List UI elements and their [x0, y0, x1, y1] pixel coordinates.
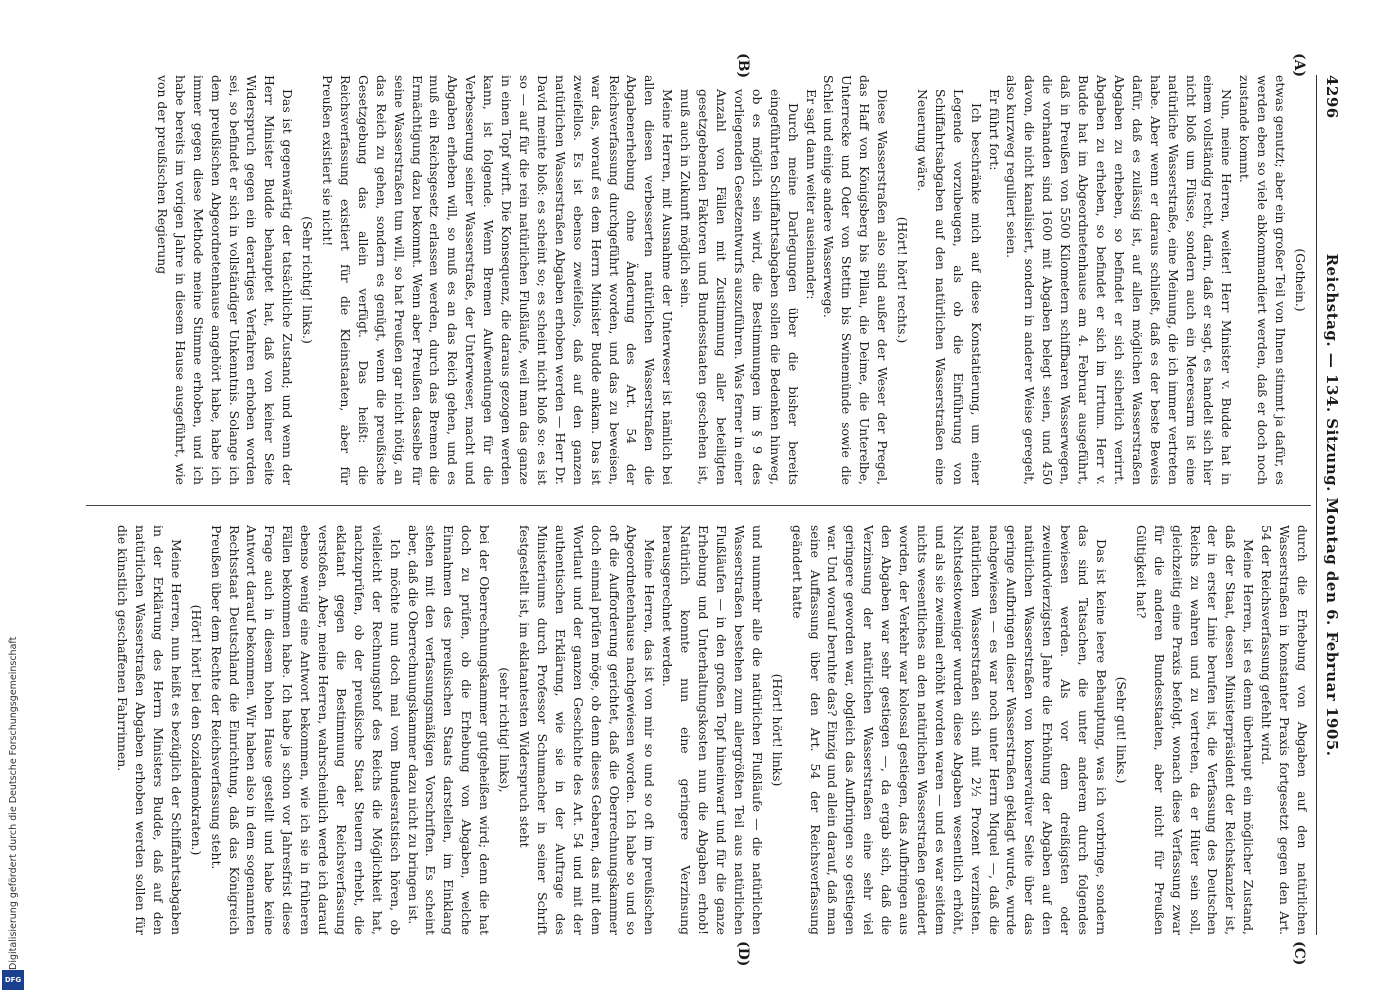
- margin-marker-a: (A): [1291, 53, 1307, 78]
- page-number: 4296: [1323, 75, 1341, 119]
- paragraph: Ich möchte nun doch mal vom Bundesratstisch hören, ob vielleicht der Rechnungshof des Reichs die Möglichkeit hat, nachzuprüfen, ob der preußische Staat Steuern erhebt, die eklatant gegen die Bestimmung der Reichsverfassung verstoßen. Aber, meine Herren, wahrscheinlich werde ich darauf ebenso wenig eine Antwort bekommen, wie ich sie in früheren Fällen bekommen habe. Ich habe ja schon vor Jahresfrist diese Frage auch in diesem hohen Hause gestellt und habe keine Antwort darauf bekommen. Wir haben also in dem sogenannten Rechtsstaat Deutschland die Einrichtung, daß das Königreich Preußen über dem Rechte der Reichsverfassung steht.: [208, 525, 403, 935]
- block-quote: Ich beschränke mich auf diese Konstatierung, um einer Legende vorzubeugen, als ob die Einführung von Schiffahrtsabgaben auf den natürlichen Wasserstraßen eine Neuerung wäre.: [914, 89, 984, 485]
- interjection: (Hört! hört! links): [769, 673, 785, 787]
- interjection: (Hört! hört! rechts.): [895, 216, 911, 344]
- column-rule: [86, 505, 1311, 506]
- block-quote: Durch meine Darlegungen über die bisher bereits eingeführten Schiffahrtsabgaben sollen die Bedenken hinweg, ob es möglich sein wird, die Bestimmungen im § 9 des vorliegenden Gesetzentwurfs auszuführen. Was ferner in einer Anzahl von Fällen mit Zustimmung aller beteiligten gesetzgebenden Faktoren und Bundesstaaten geschehen ist, muß auch in Zukunft möglich sein.: [678, 89, 801, 485]
- rotated-page: [81, 53, 1341, 967]
- digitization-credit: Digitalisierung gefördert durch die Deutsche Forschungsgemeinschaft: [8, 636, 19, 970]
- paragraph: Er sagt dann weiter auseinander:: [803, 89, 819, 300]
- dfg-logo: DFG: [2, 970, 24, 990]
- left-column: [86, 75, 1311, 485]
- speaker-name: (Gothein.): [1293, 248, 1308, 312]
- paragraph: Meine Herren, mit Ausnahme der Unterweser ist nämlich bei allen diesen verbesserten natürlichen Wasserstraßen die Abgabenerhebung ohne Änderung des Art. 54 der Reichsverfassung durchgeführt worden, und das zu beweisen, war das, worauf es dem Herrn Minister Budde ankam. Das ist zweifellos. Es ist ebenso zweifellos, daß auf den ganzen natürlichen Wasserstraßen Abgaben erhoben werden — Herr Dr. David meinte bloß: es scheint so; es scheint nicht bloß so: es ist so — auf für die rein natürlichen Flußläufe, weil man das ganze in einen Topf wirft. Die Konsequenz, die daraus gezogen werden kann, ist folgende. Wenn Bremen Aufwendungen für die Verbesserung seiner Wasserstraße, der Unterweser, macht und Abgaben erheben will, so muß es an das Reich gehen, und es muß ein Reichsgesetz erlassen werden, durch das Bremen die Ermächtigung dazu bekommt. Wenn aber Preußen dasselbe für seine Wasserstraßen tun will, so hat Preußen gar nicht nötig, an das Reich zu gehen, sondern es genügt, wenn die preußische Gesetzgebung das allein verfügt. Das heißt: die Reichsverfassung existiert für die Kleinstaaten, aber für Preußen existiert sie nicht!: [320, 75, 676, 485]
- header-rule: [1316, 75, 1317, 935]
- paragraph: Meine Herren, das ist von mir so und so oft im preußischen Abgeordnetenhause nachgewiesen worden. Ich habe so und so oft die Aufforderung gerichtet, daß die Oberrechnungskammer doch einmal prüfen möge, ob denn dieses Gebaren, das mit dem Wortlaut und der ganzen Geschichte des Art. 54 und mit der authentischen Erklärung, wie sie in der Auftrage des Ministeriums durch Professor Schumacher in seiner Schrift festgestellt ist, im eklatantesten Widerspruch steht: [517, 525, 658, 935]
- paragraph: etwas genutzt; aber ein großer Teil von Ihnen stimmt ja dafür, es werden eben so viele abkommandiert werden, daß er doch noch zustande kommt.: [1237, 75, 1289, 485]
- paragraph: Meine Herren, nun heißt es bezüglich der Schiffahrtsabgaben in der Erklärung des Herrn Ministers Budde, daß auf den natürlichen Wasserstraßen Abgaben erhoben werden sollen für die künstlich geschaffenen Fahrrinnen.: [115, 525, 184, 935]
- paragraph: Das ist gegenwärtig der tatsächliche Zustand; und wenn der Herr Minister Budde behauptet hat, daß von keiner Seite Widerspruch gegen ein derartiges Verfahren erhoben worden sei, so befindet er sich in vollständiger Unkenntnis. Solange ich dem preußischen Abgeordnetenhause angehört habe, habe ich immer gegen diese Methode meine Stimme erhoben, und ich habe bereits im vorigen Jahre in diesem Hause ausgeführt, wie von der preußischen Regierung: [154, 75, 296, 485]
- paragraph: bei der Oberrechnungskammer gutgeheißen wird; denn die hat doch zu prüfen, ob die Erhebung von Abgaben, welche Einnahmen des preußischen Staats darstellen, im Einklang stehen mit den verfassungsmäßigen Vorschriften. Es scheint aber, daß die Oberrechnungskammer dazu nicht zu bringen ist.: [405, 525, 493, 935]
- margin-marker-b: (B): [735, 53, 751, 79]
- interjection: (Sehr gut! links.): [1113, 676, 1129, 784]
- margin-marker-d: (D): [735, 941, 751, 967]
- running-head: Reichstag. — 134. Sitzung. Montag den 6. Februar 1905.: [1323, 253, 1341, 757]
- margin-marker-c: (C): [1291, 941, 1307, 966]
- paragraph: Nun, meine Herren, weiter! Herr Minister v. Budde hat in einem vollständig recht, darin, daß er sagt, es handelt sich hier nicht bloß um Flüsse, sondern auch ein Meeresarm ist eine natürliche Wasserstraße, eine Meinung, die ich immer vertreten habe. Aber wenn er daraus schließt, daß es der beste Beweis dafür, daß es zulässig ist, auf allen möglichen Wasserstraßen Abgaben zu erheben, so befindet er sich sicherlich verirrt. Abgaben zu erheben, so befindet er sich im Irrtum. Herr v. Budde hat im Abgeordnetenhause am 4. Februar ausgeführt, daß in Preußen von 5500 Kilometern schiffbaren Wasserwegen, die vorhanden sind 1600 mit Abgaben belegt seien, und 450 davon, die nicht kanalisiert, sondern in anderer Weise geregelt, also kurzweg reguliert seien.: [1004, 75, 1235, 485]
- paragraph: Diese Wasserstraßen also sind außer der Weser der Pregel, das Haff von Königsberg bis Pillau, die Deime, die Unterelbe, Unterrecke und Oder von Stettin bis Swinemünde sowie die Schlei und einige andere Wasserwege.: [821, 75, 891, 485]
- page-header: [1319, 75, 1341, 935]
- paragraph: Meine Herren, ist es denn überhaupt ein möglicher Zustand, daß der Staat, dessen Ministerpräsident der Reichskanzler ist, der in erster Linie berufen ist, die Verfassung des Deutschen Reichs zu wahren und zu vertreten, da er Hüter sein soll, gleichzeitig eine Praxis befolgt, wonach diese Verfassung zwar für die anderen Bundesstaaten, aber nicht für Preußen Gültigkeit hat?: [1133, 525, 1257, 935]
- paragraph: Er führt fort:: [986, 89, 1002, 171]
- interjection: (Hört! hört! bei den Sozialdemokraten.): [188, 604, 204, 856]
- paragraph: und nunmehr alle die natürlichen Flußläufe — die natürlichen Wasserstraßen bestehen zum allergrößten Teil aus natürlichen Flußläufen — in den großen Topf hineinwarf und für die ganze Erhebung und Unterhaltungskosten nun die Abgaben erhob! Natürlich konnte nun eine geringere Verzinsung herausgerechnet werden.: [660, 525, 765, 935]
- interjection: (sehr richtig! links),: [497, 667, 513, 793]
- interjection: (Sehr richtig! links.): [300, 216, 316, 344]
- paragraph: durch die Erhebung von Abgaben auf den natürlichen Wasserstraßen in konstanter Praxis fortgesetzt gegen den Art. 54 der Reichsverfassung gefehlt wird.: [1259, 525, 1310, 935]
- right-column: [86, 525, 1311, 935]
- paragraph: Das ist keine leere Behauptung, was ich vorbringe, sondern das sind Tatsachen, die unter anderem durch folgendes bewiesen werden. Als vor dem dreißigsten oder zweiundvierzigsten Jahre die Erhöhung der Abgaben auf den natürlichen Wasserstraßen von konservativer Seite über das geringe Aufbringen dieser Wasserstraßen geklagt wurde, wurde nachgewiesen — es war noch unter Herrn Miquel —, daß die natürlichen Wasserstraßen sich mit 2½ Prozent verzinsten. Nichtsdestoweniger wurden diese Abgaben wesentlich erhöht, und als sie zweimal erhöht worden waren — und es war seitdem nichts wesentliches an den natürlichen Wasserstraßen geändert worden, der Verkehr war kolossal gestiegen, das Aufbringen aus den Abgaben war sehr gestiegen —, da ergab sich, daß die Verzinsung der natürlichen Wasserstraßen eine sehr viel geringere geworden war, obgleich das Aufbringen so gestiegen war. Und worauf beruhte das? Einzig und allein darauf, daß man seine Auffassung über den Art. 54 der Reichsverfassung geändert hatte: [789, 525, 1110, 935]
